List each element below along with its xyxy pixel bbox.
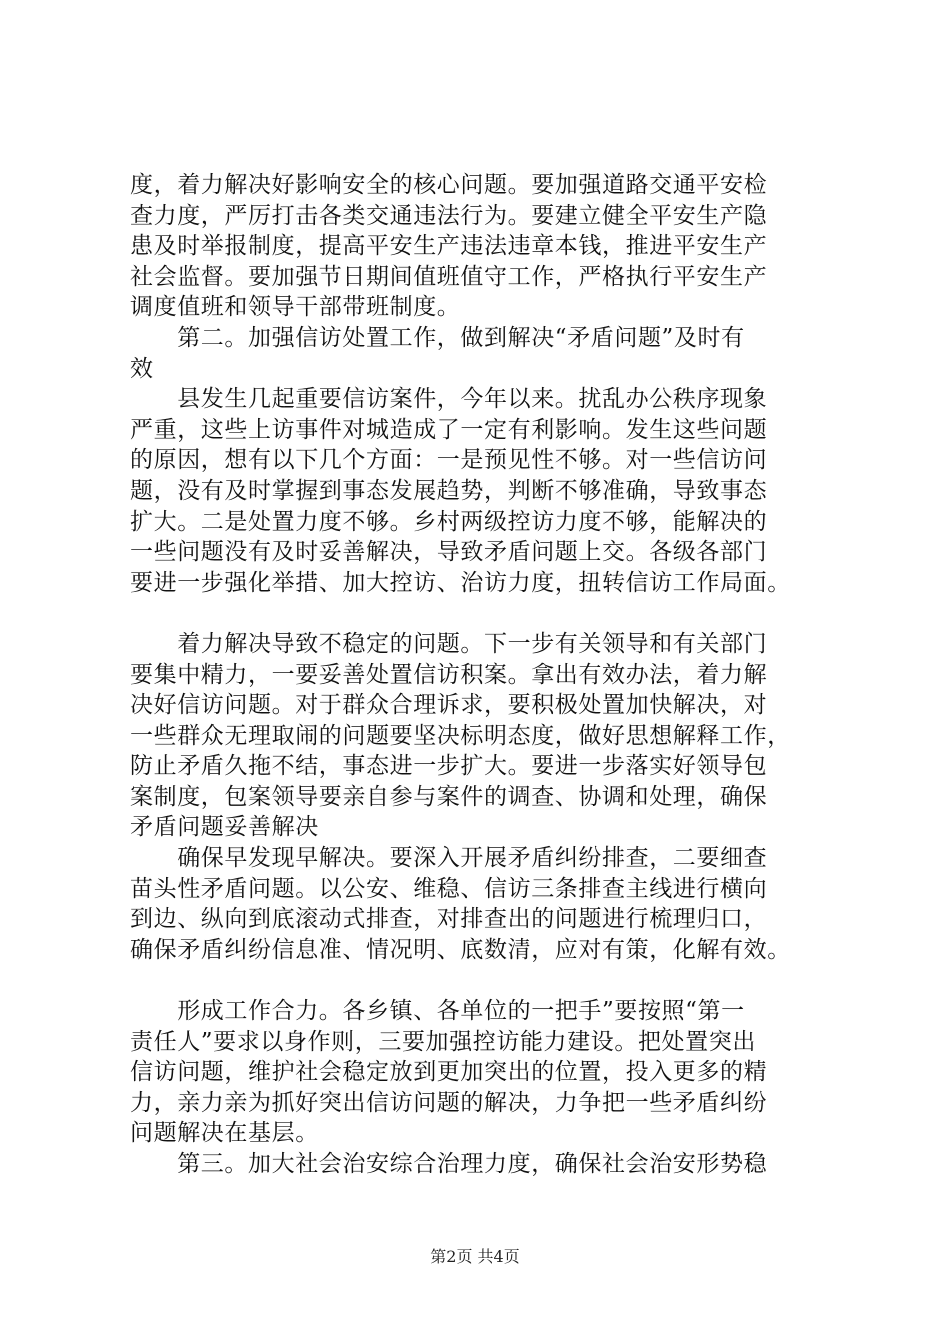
text-line: 第三。加大社会治安综合治理力度，确保社会治安形势稳 <box>130 1151 768 1177</box>
page-footer: 第2页 共4页 <box>430 1247 520 1266</box>
text-line: 问题解决在基层。 <box>130 1120 319 1147</box>
text-line: 苗头性矛盾问题。以公安、维稳、信访三条排查主线进行横向 <box>130 875 768 902</box>
text-line: 责任人”要求以身作则，三要加强控访能力建设。把处置突出 <box>130 1028 756 1055</box>
text-line: 形成工作合力。各乡镇、各单位的一把手”要按照“第一 <box>130 998 745 1025</box>
text-line: 确保矛盾纠纷信息准、情况明、底数清，应对有策，化解有效。 <box>130 936 791 963</box>
text-line: 一些群众无理取闹的问题要坚决标明态度，做好思想解释工作， <box>130 722 791 749</box>
text-line: 社会监督。要加强节日期间值班值守工作，严格执行平安生产 <box>130 263 768 290</box>
text-line: 着力解决导致不稳定的问题。下一步有关领导和有关部门 <box>130 630 768 657</box>
text-line: 确保早发现早解决。要深入开展矛盾纠纷排查，二要细查 <box>130 845 768 872</box>
text-line: 扩大。二是处置力度不够。乡村两级控访力度不够，能解决的 <box>130 508 768 535</box>
document-body <box>130 170 830 1180</box>
text-line: 到边、纵向到底滚动式排查，对排查出的问题进行梳理归口， <box>130 906 768 933</box>
text-line: 要集中精力，一要妥善处置信访积案。拿出有效办法，着力解 <box>130 661 768 688</box>
text-line: 调度值班和领导干部带班制度。 <box>130 294 461 321</box>
text-line: 度，着力解决好影响安全的核心问题。要加强道路交通平安检 <box>130 172 768 198</box>
text-line: 矛盾问题妥善解决 <box>130 814 319 841</box>
text-line: 的原因，想有以下几个方面：一是预见性不够。对一些信访问 <box>130 447 768 474</box>
text-line: 县发生几起重要信访案件，今年以来。扰乱办公秩序现象 <box>130 386 768 413</box>
text-line: 案制度，包案领导要亲自参与案件的调查、协调和处理，确保 <box>130 783 768 810</box>
text-line: 决好信访问题。对于群众合理诉求，要积极处置加快解决，对 <box>130 692 768 719</box>
text-line: 效 <box>130 355 154 382</box>
text-line: 题，没有及时掌握到事态发展趋势，判断不够准确，导致事态 <box>130 477 768 504</box>
paragraph-gap <box>130 965 830 996</box>
text-line: 防止矛盾久拖不结，事态进一步扩大。要进一步落实好领导包 <box>130 753 768 780</box>
text-line: 患及时举报制度，提高平安生产违法违章本钱，推进平安生产 <box>130 233 768 260</box>
text-line: 一些问题没有及时妥善解决，导致矛盾问题上交。各级各部门 <box>130 539 768 566</box>
text-line: 查力度，严厉打击各类交通违法行为。要建立健全平安生产隐 <box>130 202 768 229</box>
text-line: 力，亲力亲为抓好突出信访问题的解决，力争把一些矛盾纠纷 <box>130 1089 768 1116</box>
text-line: 严重，这些上访事件对城造成了一定有利影响。发生这些问题 <box>130 416 768 443</box>
text-line: 要进一步强化举措、加大控访、治访力度，扭转信访工作局面。 <box>130 569 791 596</box>
paragraph-gap <box>130 598 830 629</box>
text-line: 信访问题，维护社会稳定放到更加突出的位置，投入更多的精 <box>130 1059 768 1086</box>
text-line: 第二。加强信访处置工作，做到解决“矛盾问题”及时有 <box>130 324 745 351</box>
